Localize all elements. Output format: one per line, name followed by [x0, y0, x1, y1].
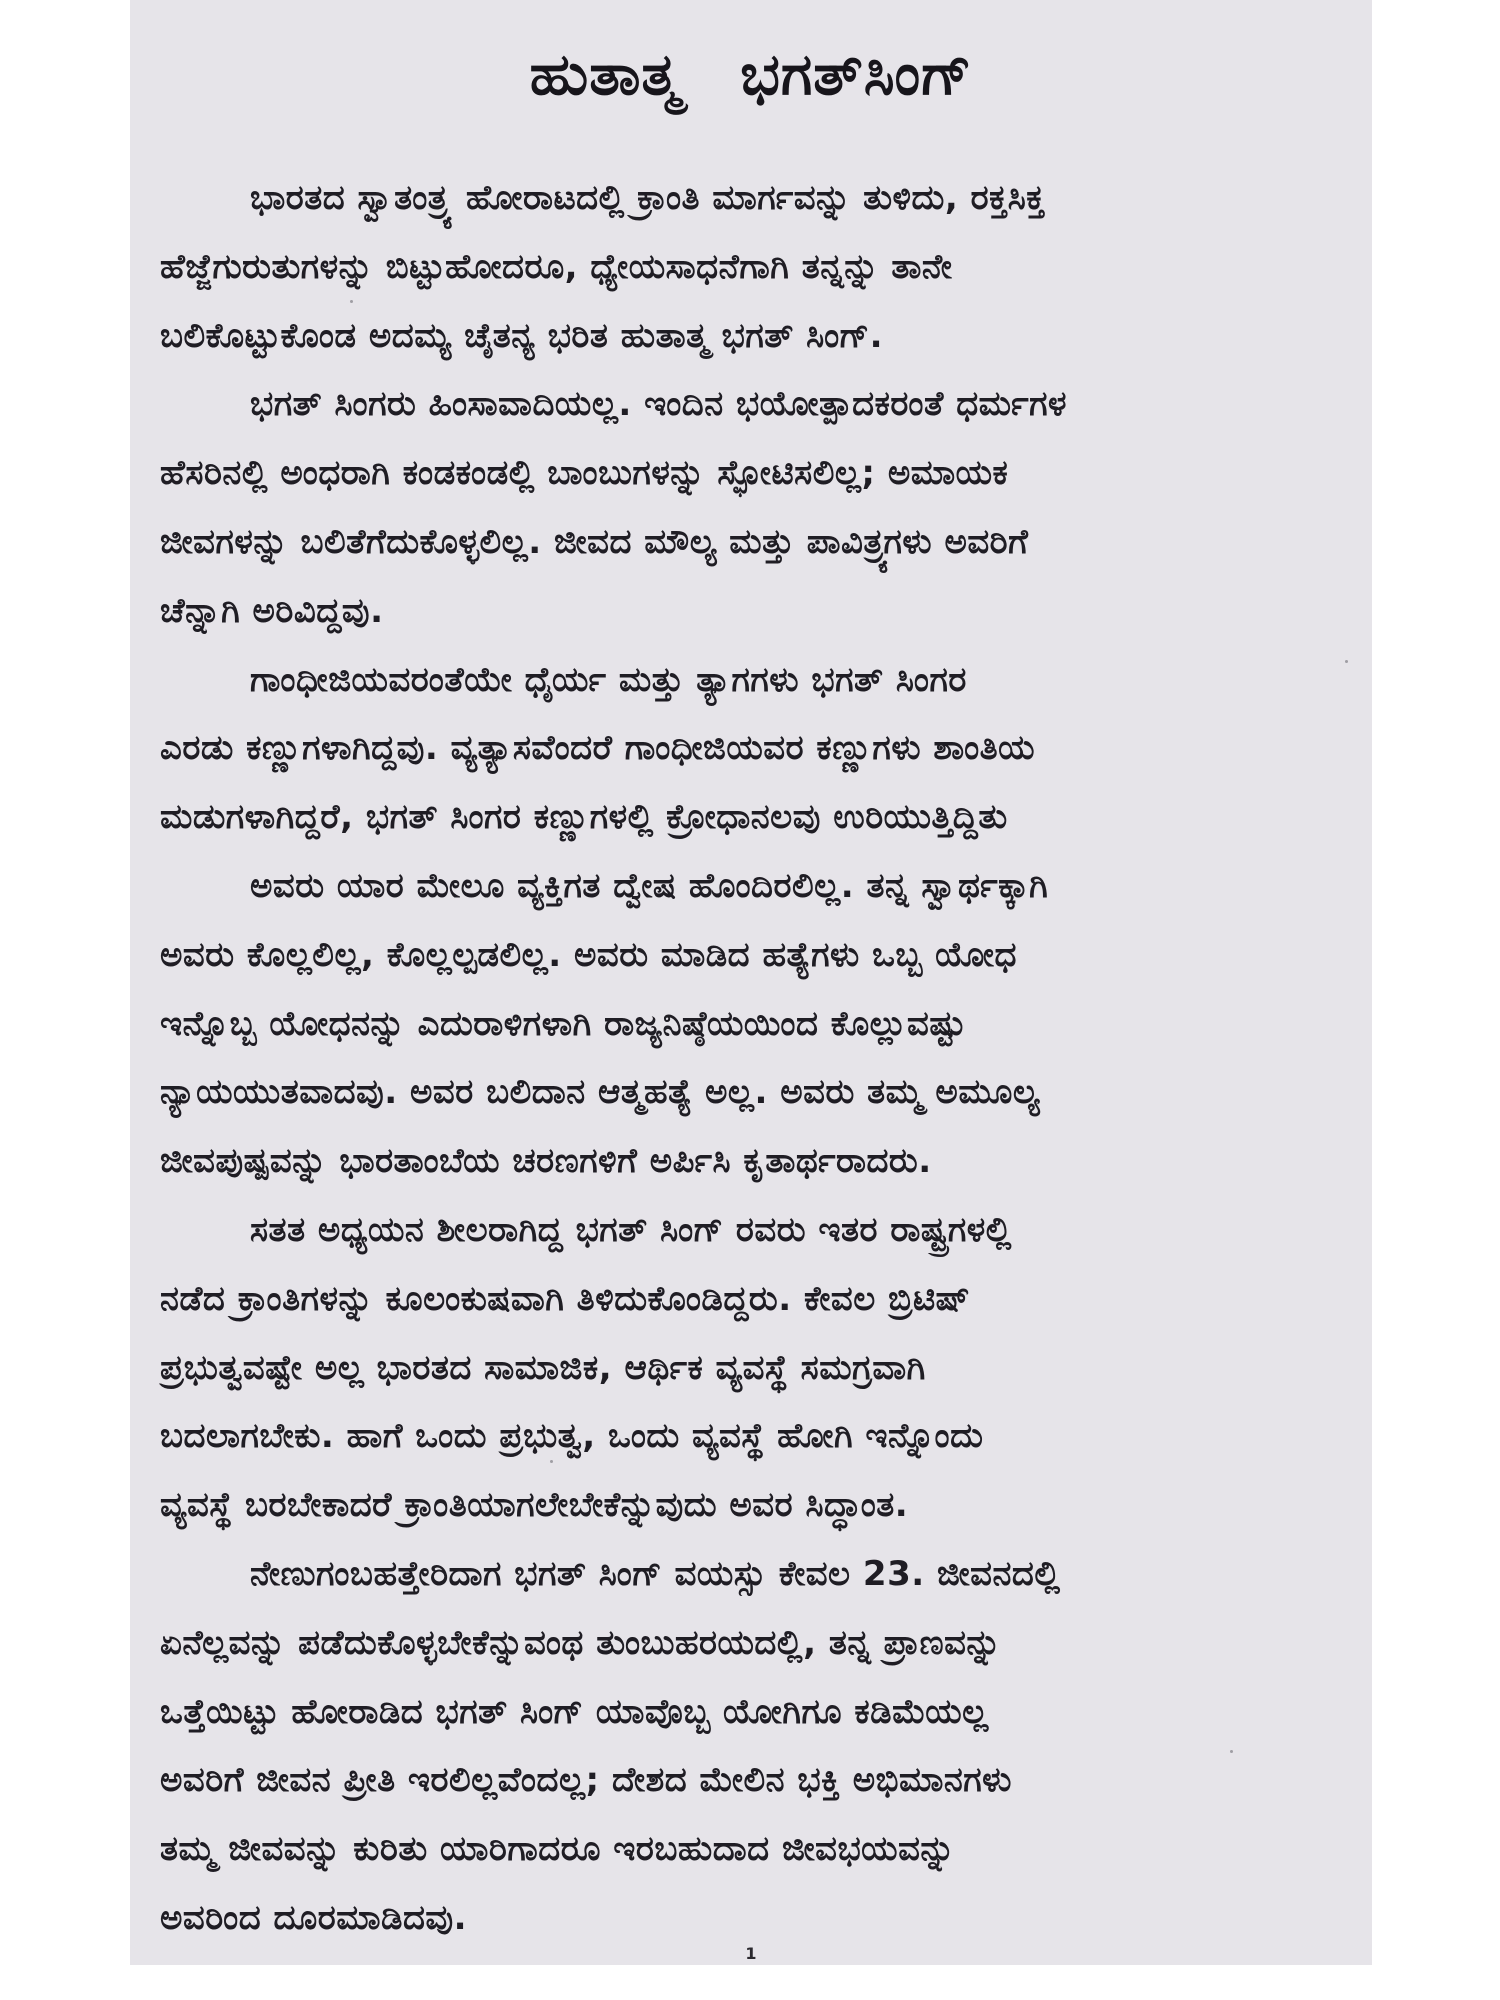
- text-line: ಒತ್ತೆಯಿಟ್ಟು ಹೋರಾಡಿದ ಭಗತ್ ಸಿಂಗ್ ಯಾವೊಬ್ಬ ಯೋಗಿಗೂ ಕಡಿಮೆಯಲ್ಲ: [160, 1692, 989, 1732]
- paper-speck: [1345, 660, 1348, 663]
- page-title: ಹುತಾತ್ಮ ಭಗತ್‌ಸಿಂಗ್: [529, 40, 973, 108]
- text-line: ಜೀವಪುಷ್ಪವನ್ನು ಭಾರತಾಂಬೆಯ ಚರಣಗಳಿಗೆ ಅರ್ಪಿಸಿ ಕೃತಾರ್ಥರಾದರು.: [160, 1141, 932, 1181]
- text-line: ಹೆಜ್ಜೆಗುರುತುಗಳನ್ನು ಬಿಟ್ಟುಹೋದರೂ, ಧ್ಯೇಯಸಾಧನೆಗಾಗಿ ತನ್ನನ್ನು ತಾನೇ: [160, 247, 953, 287]
- text-line: ಸತತ ಅಧ್ಯಯನ ಶೀಲರಾಗಿದ್ದ ಭಗತ್ ಸಿಂಗ್ ರವರು ಇತರ ರಾಷ್ಟ್ರಗಳಲ್ಲಿ: [250, 1210, 1012, 1250]
- text-line: ಮಡುಗಳಾಗಿದ್ದರೆ, ಭಗತ್ ಸಿಂಗರ ಕಣ್ಣುಗಳಲ್ಲಿ ಕ್ರೋಧಾನಲವು ಉರಿಯುತ್ತಿದ್ದಿತು: [160, 797, 1008, 837]
- scanned-page: [130, 0, 1372, 1965]
- text-line: ಬದಲಾಗಬೇಕು. ಹಾಗೆ ಒಂದು ಪ್ರಭುತ್ವ, ಒಂದು ವ್ಯವಸ್ಥೆ ಹೋಗಿ ಇನ್ನೊಂದು: [160, 1416, 984, 1456]
- text-line: ವ್ಯವಸ್ಥೆ ಬರಬೇಕಾದರೆ ಕ್ರಾಂತಿಯಾಗಲೇಬೇಕೆನ್ನುವುದು ಅವರ ಸಿದ್ಧಾಂತ.: [160, 1485, 909, 1525]
- text-line: ಭಗತ್ ಸಿಂಗರು ಹಿಂಸಾವಾದಿಯಲ್ಲ. ಇಂದಿನ ಭಯೋತ್ಪಾದಕರಂತೆ ಧರ್ಮಗಳ: [250, 384, 1067, 424]
- paper-speck: [550, 1460, 553, 1463]
- text-line: ತಮ್ಮ ಜೀವವನ್ನು ಕುರಿತು ಯಾರಿಗಾದರೂ ಇರಬಹುದಾದ ಜೀವಭಯವನ್ನು: [160, 1829, 956, 1869]
- text-line: ಎರಡು ಕಣ್ಣುಗಳಾಗಿದ್ದವು. ವ್ಯತ್ಯಾಸವೆಂದರೆ ಗಾಂಧೀಜಿಯವರ ಕಣ್ಣುಗಳು ಶಾಂತಿಯ: [160, 728, 1036, 768]
- paper-speck: [1230, 1750, 1233, 1753]
- text-line: ಬಲಿಕೊಟ್ಟುಕೊಂಡ ಅದಮ್ಯ ಚೈತನ್ಯ ಭರಿತ ಹುತಾತ್ಮ ಭಗತ್ ಸಿಂಗ್.: [160, 316, 884, 356]
- text-line: ಪ್ರಭುತ್ವವಷ್ಟೇ ಅಲ್ಲ ಭಾರತದ ಸಾಮಾಜಿಕ, ಆರ್ಥಿಕ ವ್ಯವಸ್ಥೆ ಸಮಗ್ರವಾಗಿ: [160, 1348, 926, 1388]
- text-line: ನಡೆದ ಕ್ರಾಂತಿಗಳನ್ನು ಕೂಲಂಕುಷವಾಗಿ ತಿಳಿದುಕೊಂಡಿದ್ದರು. ಕೇವಲ ಬ್ರಿಟಿಷ್: [160, 1279, 971, 1319]
- text-line: ನೇಣುಗಂಬಹತ್ತೇರಿದಾಗ ಭಗತ್ ಸಿಂಗ್ ವಯಸ್ಸು ಕೇವಲ 23. ಜೀವನದಲ್ಲಿ: [250, 1554, 1061, 1594]
- text-line: ಅವರಿಂದ ದೂರಮಾಡಿದವು.: [160, 1898, 468, 1938]
- text-line: ಅವರು ಯಾರ ಮೇಲೂ ವ್ಯಕ್ತಿಗತ ದ್ವೇಷ ಹೊಂದಿರಲಿಲ್ಲ. ತನ್ನ ಸ್ವಾರ್ಥಕ್ಕಾಗಿ: [250, 866, 1049, 906]
- text-line: ಗಾಂಧೀಜಿಯವರಂತೆಯೇ ಧೈರ್ಯ ಮತ್ತು ತ್ಯಾಗಗಳು ಭಗತ್ ಸಿಂಗರ: [250, 660, 967, 700]
- text-line: ಹೆಸರಿನಲ್ಲಿ ಅಂಧರಾಗಿ ಕಂಡಕಂಡಲ್ಲಿ ಬಾಂಬುಗಳನ್ನು ಸ್ಫೋಟಿಸಲಿಲ್ಲ; ಅಮಾಯಕ: [160, 453, 1009, 493]
- text-line: ಇನ್ನೊಬ್ಬ ಯೋಧನನ್ನು ಎದುರಾಳಿಗಳಾಗಿ ರಾಜ್ಯನಿಷ್ಠೆಯಯಿಂದ ಕೊಲ್ಲುವಷ್ಟು: [160, 1004, 967, 1044]
- text-line: ನ್ಯಾಯಯುತವಾದವು. ಅವರ ಬಲಿದಾನ ಆತ್ಮಹತ್ಯೆ ಅಲ್ಲ. ಅವರು ತಮ್ಮ ಅಮೂಲ್ಯ: [160, 1072, 1041, 1112]
- text-line: ಭಾರತದ ಸ್ವಾತಂತ್ರ್ಯ ಹೋರಾಟದಲ್ಲಿ ಕ್ರಾಂತಿ ಮಾರ್ಗವನ್ನು ತುಳಿದು, ರಕ್ತಸಿಕ್ತ: [250, 178, 1045, 218]
- text-line: ಅವರು ಕೊಲ್ಲಲಿಲ್ಲ, ಕೊಲ್ಲಲ್ಪಡಲಿಲ್ಲ. ಅವರು ಮಾಡಿದ ಹತ್ಯೆಗಳು ಒಬ್ಬ ಯೋಧ: [160, 935, 1017, 975]
- page-number: 1: [745, 1944, 757, 1963]
- text-line: ಏನೆಲ್ಲವನ್ನು ಪಡೆದುಕೊಳ್ಳಬೇಕೆನ್ನುವಂಥ ತುಂಬುಹರಯದಲ್ಲಿ, ತನ್ನ ಪ್ರಾಣವನ್ನು: [160, 1623, 1002, 1663]
- text-line: ಅವರಿಗೆ ಜೀವನ ಪ್ರೀತಿ ಇರಲಿಲ್ಲವೆಂದಲ್ಲ; ದೇಶದ ಮೇಲಿನ ಭಕ್ತಿ ಅಭಿಮಾನಗಳು: [160, 1760, 1012, 1800]
- text-line: ಚೆನ್ನಾಗಿ ಅರಿವಿದ್ದವು.: [160, 591, 384, 631]
- text-line: ಜೀವಗಳನ್ನು ಬಲಿತೆಗೆದುಕೊಳ್ಳಲಿಲ್ಲ. ಜೀವದ ಮೌಲ್ಯ ಮತ್ತು ಪಾವಿತ್ರ್ಯಗಳು ಅವರಿಗೆ: [160, 522, 1029, 562]
- paper-speck: [350, 300, 353, 303]
